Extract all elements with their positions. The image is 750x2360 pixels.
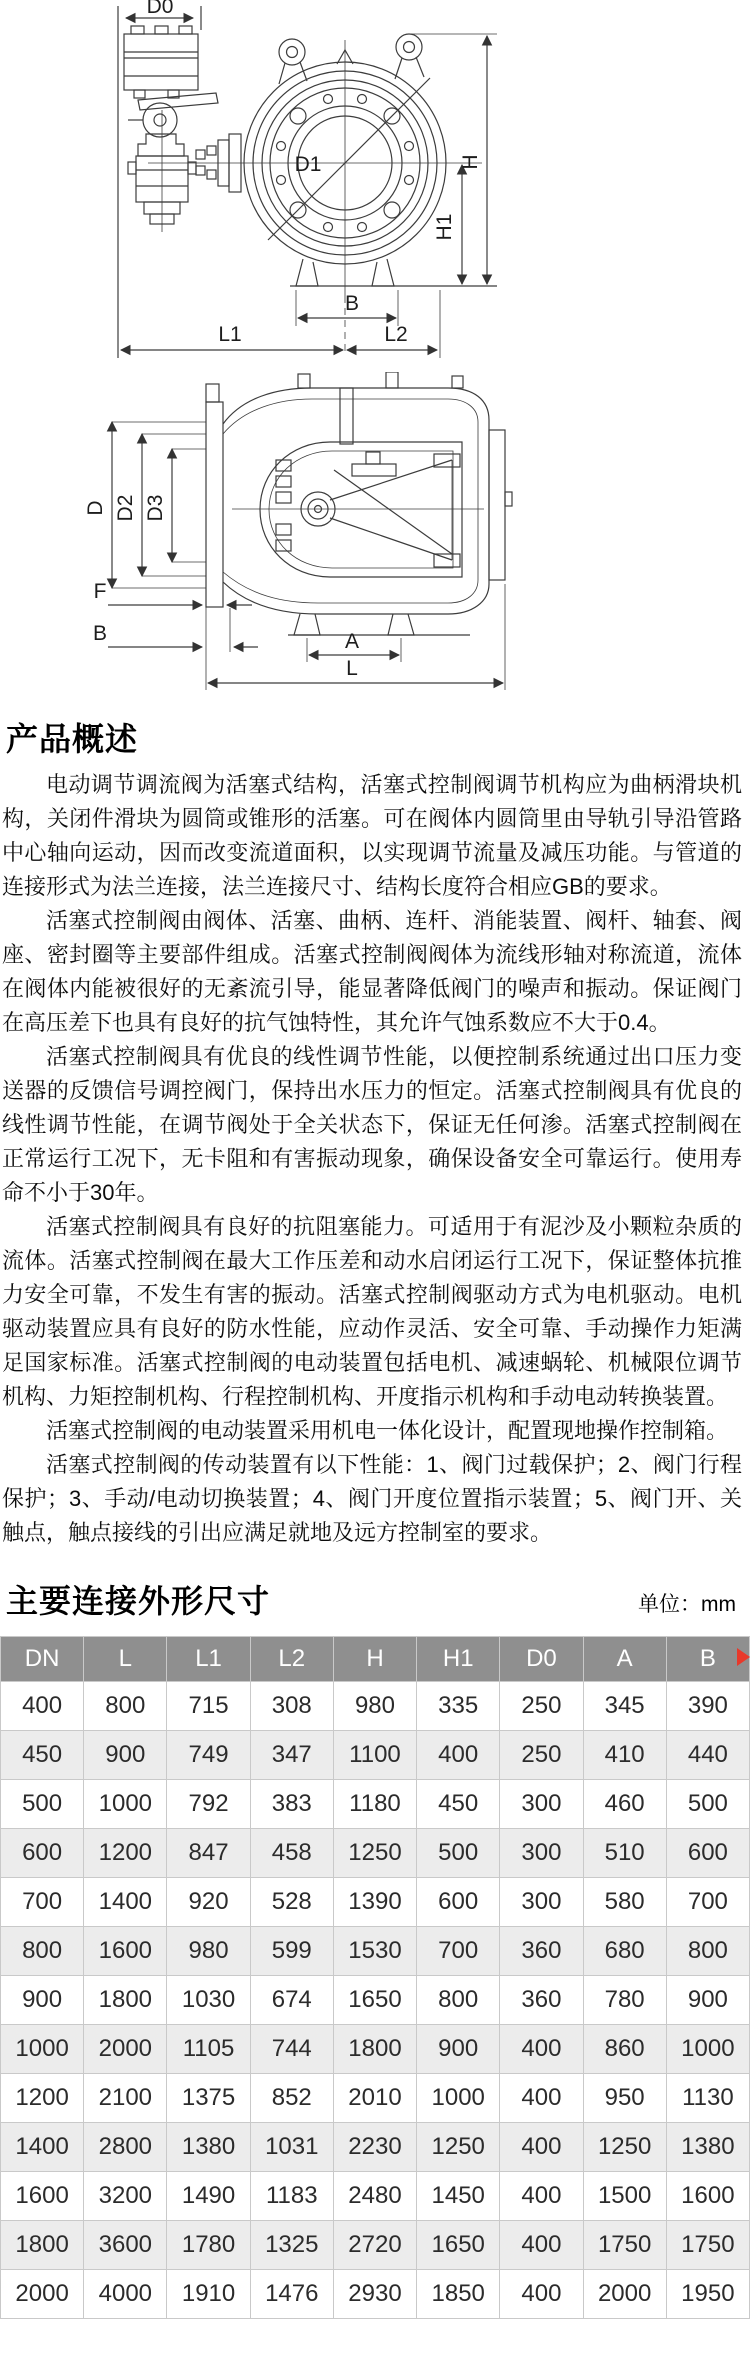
dimension-cell: 700 [666,1878,749,1927]
dimension-cell: 347 [250,1731,333,1780]
table-row [1,1731,750,1780]
dim-label-a: A [344,630,360,653]
dimension-cell: 1375 [167,2074,250,2123]
dimension-cell: 345 [583,1682,666,1731]
dimension-cell: 800 [417,1976,500,2025]
dimension-cell: 780 [583,1976,666,2025]
dimension-cell: 1000 [417,2074,500,2123]
table-row [1,1829,750,1878]
dimension-cell: 1800 [333,2025,416,2074]
dimension-cell: 250 [500,1731,583,1780]
dimension-cell: 1200 [84,1829,167,1878]
dimension-cell: 2100 [84,2074,167,2123]
table-row [1,1780,750,1829]
dimension-cell: 400 [1,1682,84,1731]
dim-label-h: H [459,154,482,170]
section-view-geometry [108,372,512,690]
dimension-cell: 1380 [167,2123,250,2172]
overview-paragraph: 活塞式控制阀具有优良的线性调节性能，以便控制系统通过出口压力变送器的反馈信号调控阀门，保持出水压力的恒定。活塞式控制阀具有优良的线性调节性能，在调节阀处于全关状态下，保证无任何渗。活塞式控制阀在正常运行工况下，无卡阻和有害振动现象，确保设备安全可靠运行。使用寿命不小于30年。 [2,1044,742,1205]
dimension-cell: 1800 [84,1976,167,2025]
dimension-cell: 599 [250,1927,333,1976]
section-view-drawing [0,372,750,704]
dimension-cell: 360 [500,1927,583,1976]
dimension-cell: 1000 [666,2025,749,2074]
dimension-cell: 1450 [417,2172,500,2221]
dimension-cell: 1650 [333,1976,416,2025]
dimension-cell: 1910 [167,2270,250,2319]
dimension-cell: 3600 [84,2221,167,2270]
dimension-cell: 335 [417,1682,500,1731]
table-row [1,1682,750,1731]
dimension-cell: 680 [583,1927,666,1976]
dimension-cell: 360 [500,1976,583,2025]
dimension-cell: 2000 [84,2025,167,2074]
dim-label-d3: D3 [144,494,167,522]
dimension-cell: 308 [250,1682,333,1731]
dimension-cell: 1100 [333,1731,416,1780]
dim-label-f: F [93,580,107,603]
dimension-cell: 2000 [1,2270,84,2319]
dimension-cell: 800 [1,1927,84,1976]
overview-paragraphs [0,768,750,1550]
overview-paragraph: 活塞式控制阀具有良好的抗阻塞能力。可适用于有泥沙及小颗粒杂质的流体。活塞式控制阀在最大工作压差和动水启闭运行工况下，保证整体抗推力安全可靠，不发生有害的振动。活塞式控制阀驱动方式为电机驱动。电机驱动装置应具有良好的防水性能，应动作灵活、安全可靠、手动操作力矩满足国家标准。活塞式控制阀的电动装置包括电机、减速蜗轮、机械限位调节机构、力矩控制机构、行程控制机构、开度指示机构和手动电动转换装置。 [2,1214,742,1409]
table-row [1,1878,750,1927]
dimensions-heading: 主要连接外形尺寸 [6,1583,271,1619]
dimension-cell: 2230 [333,2123,416,2172]
dimension-cell: 1400 [1,2123,84,2172]
dimension-cell: 440 [666,1731,749,1780]
dimension-cell: 1600 [1,2172,84,2221]
dim-label-l2: L2 [384,323,408,346]
dimension-cell: 300 [500,1878,583,1927]
dim-label-d0: D0 [146,0,174,18]
dimension-cell: 860 [583,2025,666,2074]
column-header: B [666,1637,749,1682]
dimension-cell: 458 [250,1829,333,1878]
dimension-cell: 1950 [666,2270,749,2319]
dim-label-b: B [344,292,360,315]
dimension-cell: 1780 [167,2221,250,2270]
dimension-cell: 2480 [333,2172,416,2221]
dimension-cell: 400 [500,2172,583,2221]
dimension-cell: 1476 [250,2270,333,2319]
dimension-cell: 450 [1,1731,84,1780]
dimension-cell: 250 [500,1682,583,1731]
dimension-cell: 1130 [666,2074,749,2123]
dimension-cell: 950 [583,2074,666,2123]
column-header: H1 [417,1637,500,1682]
column-header: A [583,1637,666,1682]
dimension-cell: 1183 [250,2172,333,2221]
dimension-cell: 1390 [333,1878,416,1927]
dim-label-b2: B [92,622,108,645]
dimension-cell: 500 [1,1780,84,1829]
dimension-cell: 400 [500,2270,583,2319]
dimension-cell: 900 [417,2025,500,2074]
table-row [1,1976,750,2025]
dimension-cell: 1250 [583,2123,666,2172]
dimension-cell: 383 [250,1780,333,1829]
table-row [1,2123,750,2172]
dimensions-table-head-row [1,1637,750,1682]
dimension-cell: 450 [417,1780,500,1829]
dimension-cell: 1031 [250,2123,333,2172]
dimension-cell: 2720 [333,2221,416,2270]
dimension-cell: 1750 [666,2221,749,2270]
table-row [1,2074,750,2123]
dimension-cell: 1000 [1,2025,84,2074]
dimension-cell: 390 [666,1682,749,1731]
dimension-cell: 2000 [583,2270,666,2319]
dimension-cell: 1800 [1,2221,84,2270]
dimension-cell: 800 [666,1927,749,1976]
table-row [1,2221,750,2270]
dimension-cell: 2800 [84,2123,167,2172]
dimension-cell: 1600 [666,2172,749,2221]
dimension-cell: 580 [583,1878,666,1927]
dimension-cell: 700 [1,1878,84,1927]
dimension-cell: 400 [500,2074,583,2123]
dimension-cell: 300 [500,1780,583,1829]
dimension-cell: 1000 [84,1780,167,1829]
dimension-cell: 1380 [666,2123,749,2172]
dimension-cell: 400 [417,1731,500,1780]
dim-label-l: L [346,657,358,680]
dim-label-d1: D1 [294,153,322,176]
front-view-drawing [0,0,750,372]
dimension-cell: 410 [583,1731,666,1780]
dimension-cell: 500 [666,1780,749,1829]
table-row [1,1927,750,1976]
dimension-cell: 1180 [333,1780,416,1829]
dimension-cell: 749 [167,1731,250,1780]
dimension-cell: 800 [84,1682,167,1731]
dimension-cell: 1200 [1,2074,84,2123]
dimension-cell: 510 [583,1829,666,1878]
dimension-cell: 1030 [167,1976,250,2025]
dimensions-table-wrap [0,1636,750,2319]
dimension-cell: 600 [417,1878,500,1927]
dim-label-l1: L1 [218,323,242,346]
dimension-cell: 300 [500,1829,583,1878]
dimension-cell: 400 [500,2025,583,2074]
dimension-cell: 715 [167,1682,250,1731]
dimension-cell: 4000 [84,2270,167,2319]
column-header: L1 [167,1637,250,1682]
dimension-cell: 1600 [84,1927,167,1976]
dimension-cell: 2930 [333,2270,416,2319]
dimension-cell: 744 [250,2025,333,2074]
dimension-cell: 674 [250,1976,333,2025]
dimension-cell: 500 [417,1829,500,1878]
dimensions-heading-row [0,1576,750,1622]
dimension-cell: 1250 [333,1829,416,1878]
dimension-cell: 980 [167,1927,250,1976]
dimension-cell: 1850 [417,2270,500,2319]
dimension-cell: 847 [167,1829,250,1878]
overview-paragraph: 活塞式控制阀的传动装置有以下性能：1、阀门过载保护；2、阀门行程保护；3、手动/电动切换装置；4、阀门开度位置指示装置；5、阀门开、关触点，触点接线的引出应满足就地及远方控制室的要求。 [2,1452,742,1545]
column-header: D0 [500,1637,583,1682]
section-view-labels [84,495,359,680]
dimension-cell: 900 [84,1731,167,1780]
dimension-cell: 600 [666,1829,749,1878]
dim-label-h1: H1 [433,213,456,241]
table-row [1,2172,750,2221]
dimension-cell: 920 [167,1878,250,1927]
dimension-cell: 3200 [84,2172,167,2221]
dimension-cell: 852 [250,2074,333,2123]
dimension-cell: 400 [500,2221,583,2270]
dimension-cell: 600 [1,1829,84,1878]
dimension-cell: 1325 [250,2221,333,2270]
dimension-cell: 2010 [333,2074,416,2123]
table-row [1,2025,750,2074]
dimension-cell: 528 [250,1878,333,1927]
overview-paragraph: 活塞式控制阀的电动装置采用机电一体化设计，配置现地操作控制箱。 [46,1418,729,1443]
column-header: DN [1,1637,84,1682]
dimension-cell: 1500 [583,2172,666,2221]
front-view-geometry [118,6,497,358]
overview-paragraph: 电动调节调流阀为活塞式结构，活塞式控制阀调节机构应为曲柄滑块机构，关闭件滑块为圆筒或锥形的活塞。可在阀体内圆筒里由导轨引导沿管路中心轴向运动，因而改变流道面积，以实现调节流量及减压功能。与管道的连接形式为法兰连接，法兰连接尺寸、结构长度符合相应GB的要求。 [2,772,742,899]
scroll-indicator-icon [737,1648,750,1666]
unit-label: 单位：mm [638,1593,736,1616]
dimension-cell: 1400 [84,1878,167,1927]
dimension-cell: 980 [333,1682,416,1731]
column-header: L [84,1637,167,1682]
dimension-cell: 900 [1,1976,84,2025]
dimension-cell: 460 [583,1780,666,1829]
dimensions-table-body [1,1682,750,2319]
dimension-cell: 700 [417,1927,500,1976]
table-row [1,2270,750,2319]
dim-label-d2: D2 [114,494,137,522]
overview-paragraph: 活塞式控制阀由阀体、活塞、曲柄、连杆、消能装置、阀杆、轴套、阀座、密封圈等主要部件组成。活塞式控制阀阀体为流线形轴对称流道，流体在阀体内能被很好的无紊流引导，能显著降低阀门的噪声和振动。保证阀门在高压差下也具有良好的抗气蚀特性，其允许气蚀系数应不大于0.4。 [2,908,742,1035]
dimension-cell: 1530 [333,1927,416,1976]
dimension-cell: 1650 [417,2221,500,2270]
dimension-cell: 1490 [167,2172,250,2221]
dimension-cell: 900 [666,1976,749,2025]
overview-heading: 产品概述 [6,721,139,757]
dimension-cell: 400 [500,2123,583,2172]
dimension-cell: 1105 [167,2025,250,2074]
column-header: H [333,1637,416,1682]
dimension-cell: 1750 [583,2221,666,2270]
dimension-cell: 792 [167,1780,250,1829]
column-header: L2 [250,1637,333,1682]
dimension-cell: 1250 [417,2123,500,2172]
dim-label-d: D [84,500,107,516]
dimensions-table [0,1636,750,2319]
